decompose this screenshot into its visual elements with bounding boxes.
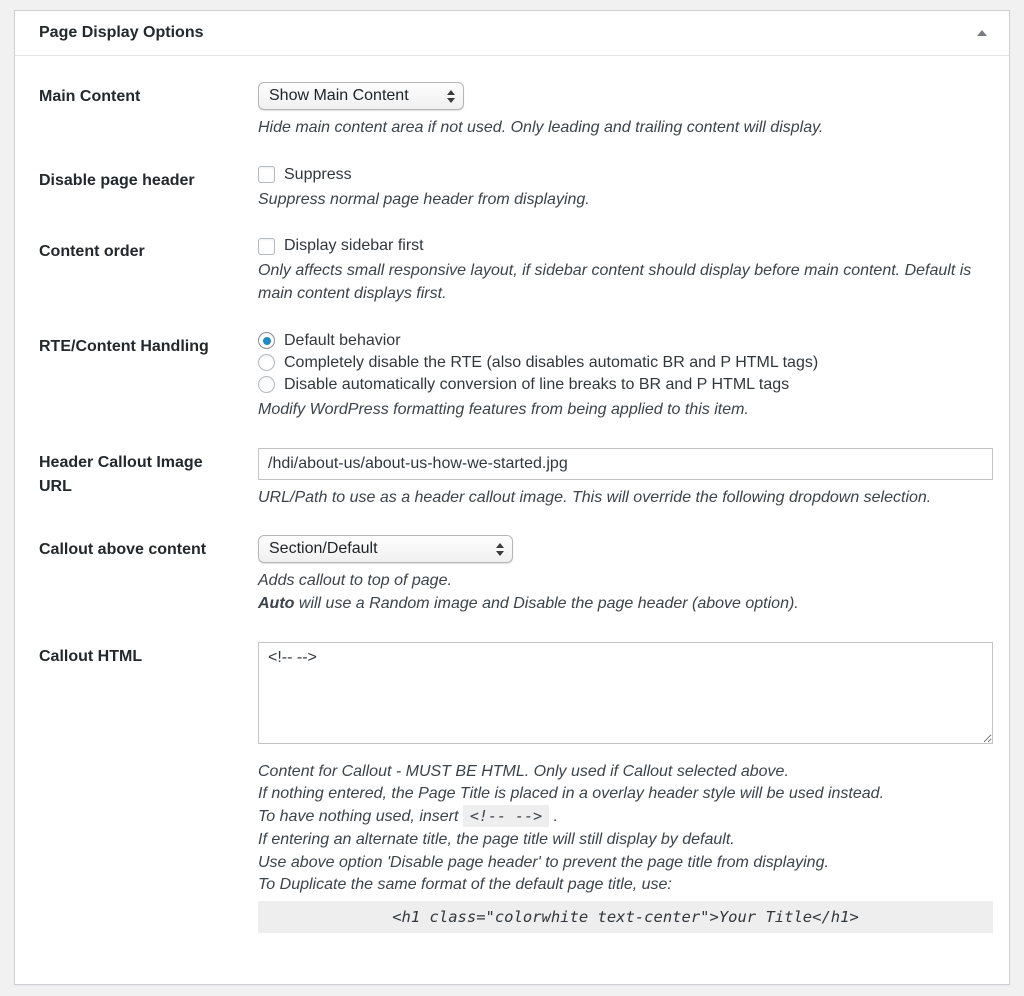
main-content-select[interactable] bbox=[258, 82, 464, 110]
panel-header bbox=[15, 11, 1009, 56]
field-row-header-callout-image-url bbox=[39, 448, 993, 510]
header-callout-description: URL/Path to use as a header callout image. This will override the following dropdown selection. bbox=[258, 488, 932, 506]
auto-keyword: Auto bbox=[258, 595, 295, 613]
header-callout-url-input[interactable] bbox=[258, 448, 993, 480]
field-row-content-order bbox=[39, 237, 993, 305]
panel-body bbox=[15, 56, 1009, 961]
rte-radio-default[interactable] bbox=[258, 332, 275, 349]
callout-above-description-line1: Adds callout to top of page. bbox=[258, 572, 452, 590]
field-label-callout-above-content: Callout above content bbox=[39, 541, 207, 559]
inline-code-sample: <!-- --> bbox=[463, 805, 549, 827]
suppress-checkbox-label[interactable]: Suppress bbox=[284, 165, 352, 183]
field-row-callout-above-content bbox=[39, 535, 993, 615]
code-sample-block: <h1 class="colorwhite text-center">Your Title</h1> bbox=[258, 901, 993, 933]
callout-html-desc-line6: To Duplicate the same format of the default page title, use: bbox=[258, 876, 672, 894]
suppress-checkbox[interactable] bbox=[258, 166, 275, 183]
callout-html-desc-line2: If nothing entered, the Page Title is placed in a overlay header style will be used instead. bbox=[258, 785, 885, 803]
field-label-header-callout-image-url: Header Callout Image URL bbox=[39, 453, 203, 495]
field-label-callout-html: Callout HTML bbox=[39, 647, 143, 665]
field-label-disable-page-header: Disable page header bbox=[39, 171, 195, 189]
callout-above-description-line2: Auto will use a Random image and Disable the page header (above option). bbox=[258, 595, 799, 613]
rte-radio-default-label[interactable]: Default behavior bbox=[284, 331, 401, 349]
callout-html-desc-line5: Use above option 'Disable page header' to prevent the page title from displaying. bbox=[258, 853, 829, 871]
collapse-toggle-button[interactable] bbox=[955, 20, 1009, 46]
field-row-main-content bbox=[39, 82, 993, 140]
field-row-disable-page-header bbox=[39, 166, 993, 212]
callout-html-desc-line1: Content for Callout - MUST BE HTML. Only used if Callout selected above. bbox=[258, 762, 789, 780]
select-arrows-icon bbox=[447, 90, 455, 103]
callout-html-description-block bbox=[258, 761, 993, 933]
rte-option-row-disable-rte[interactable] bbox=[258, 354, 993, 372]
callout-above-content-select[interactable] bbox=[258, 535, 513, 563]
field-label-content-order: Content order bbox=[39, 243, 145, 261]
field-row-rte-content-handling bbox=[39, 332, 993, 422]
rte-option-row-disable-linebreaks[interactable] bbox=[258, 376, 993, 394]
main-content-select-value: Show Main Content bbox=[269, 87, 409, 104]
panel-title: Page Display Options bbox=[39, 24, 204, 41]
rte-content-handling-description: Modify WordPress formatting features from being applied to this item. bbox=[258, 400, 749, 418]
rte-radio-disable-rte-label[interactable]: Completely disable the RTE (also disables automatic BR and P HTML tags) bbox=[284, 353, 819, 371]
page-display-options-panel bbox=[14, 10, 1010, 985]
display-sidebar-first-checkbox-row[interactable] bbox=[258, 237, 993, 255]
field-label-main-content: Main Content bbox=[39, 88, 141, 105]
disable-page-header-description: Suppress normal page header from displaying. bbox=[258, 190, 590, 208]
callout-html-desc-line3: To have nothing used, insert <!-- --> . bbox=[258, 807, 559, 826]
suppress-checkbox-row[interactable] bbox=[258, 166, 993, 184]
rte-radio-disable-linebreaks-label[interactable]: Disable automatically conversion of line breaks to BR and P HTML tags bbox=[284, 375, 790, 393]
select-arrows-icon bbox=[496, 543, 504, 556]
display-sidebar-first-checkbox[interactable] bbox=[258, 238, 275, 255]
rte-option-row-default[interactable] bbox=[258, 332, 993, 350]
collapse-arrow-icon bbox=[977, 30, 987, 36]
callout-html-desc-line4: If entering an alternate title, the page title will still display by default. bbox=[258, 830, 735, 848]
callout-above-content-select-value: Section/Default bbox=[269, 540, 378, 558]
callout-html-textarea[interactable] bbox=[258, 642, 993, 744]
display-sidebar-first-checkbox-label[interactable]: Display sidebar first bbox=[284, 237, 424, 255]
field-row-callout-html bbox=[39, 642, 993, 933]
content-order-description: Only affects small responsive layout, if sidebar content should display before main content. Default is main content displays first. bbox=[258, 262, 972, 303]
rte-radio-disable-linebreaks[interactable] bbox=[258, 376, 275, 393]
main-content-description: Hide main content area if not used. Only leading and trailing content will display. bbox=[258, 119, 824, 136]
rte-radio-disable-rte[interactable] bbox=[258, 354, 275, 371]
field-label-rte-content-handling: RTE/Content Handling bbox=[39, 337, 209, 355]
